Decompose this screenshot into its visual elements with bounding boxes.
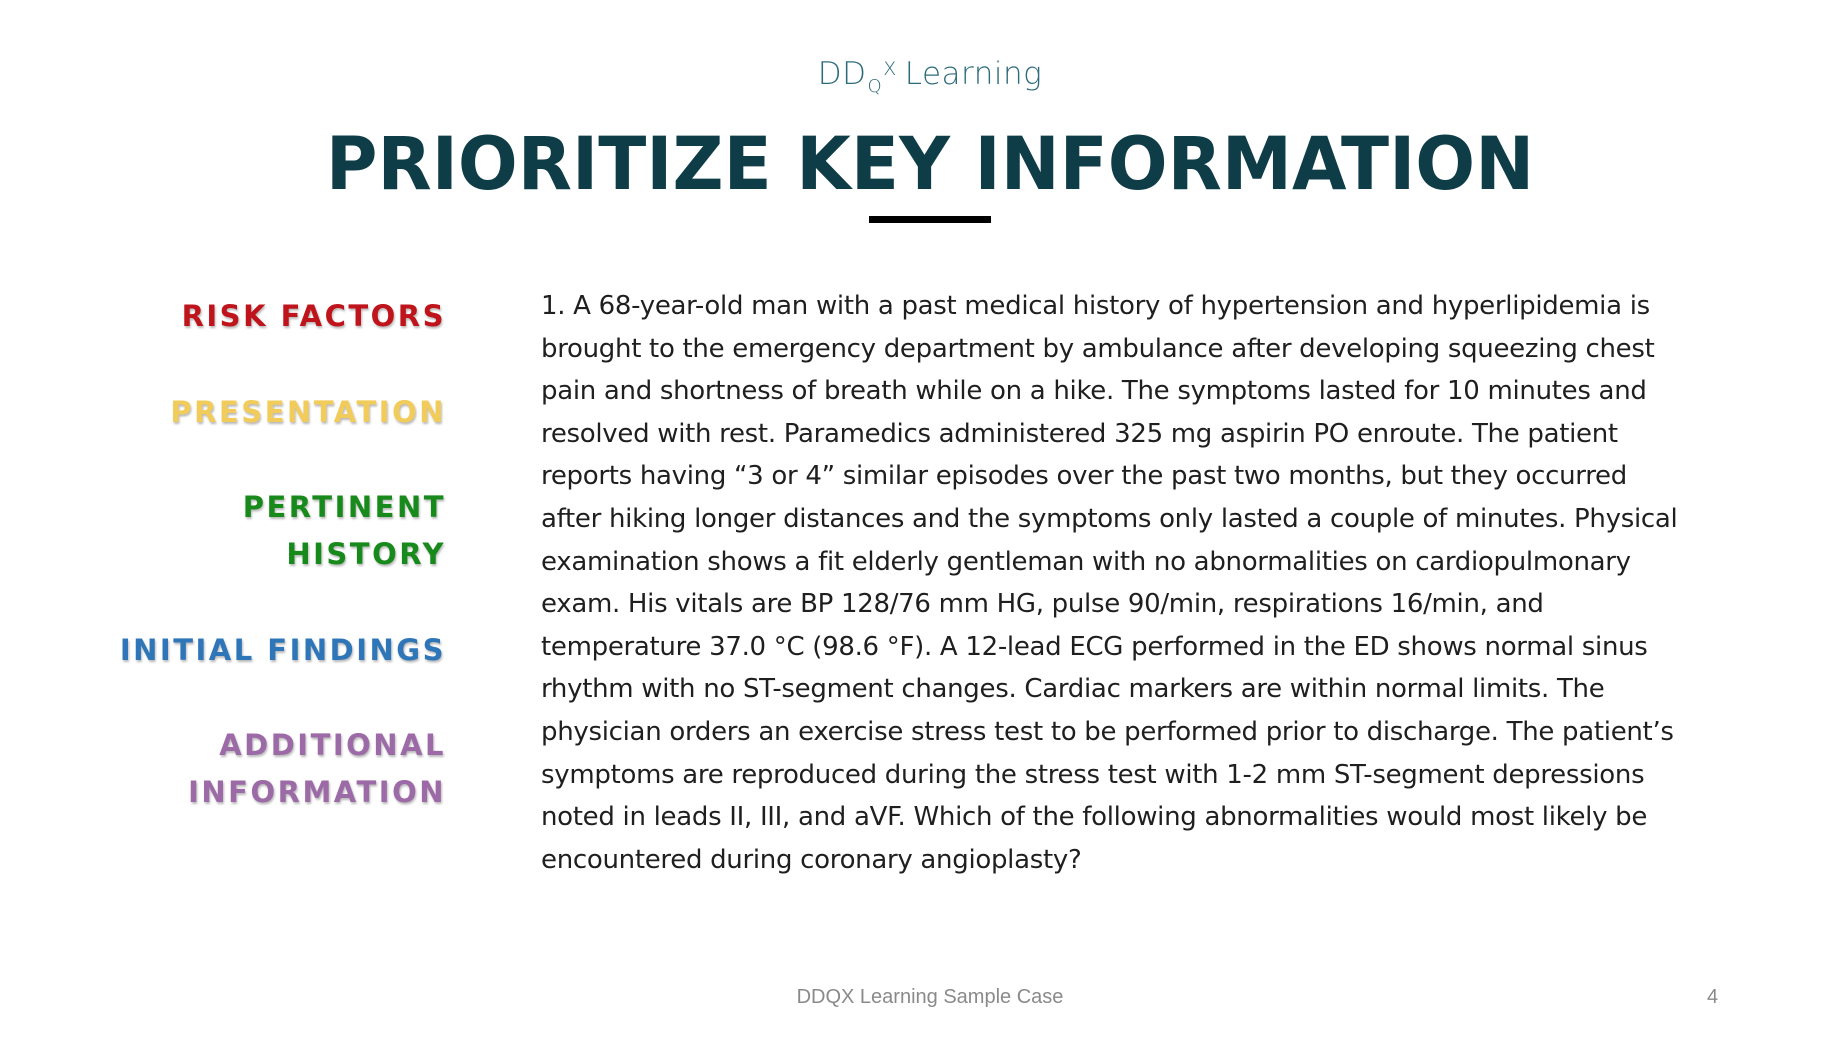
- brand-subscript: Q: [867, 76, 883, 97]
- case-line: reports having “3 or 4” similar episodes over the past two months, but they occurred: [541, 461, 1627, 492]
- case-line: symptoms are reproduced during the stress test with 1-2 mm ST-segment depressions: [541, 759, 1645, 790]
- label-presentation: [170, 389, 446, 436]
- case-line: exam. His vitals are BP 128/76 mm HG, pulse 90/min, respirations 16/min, and: [541, 589, 1544, 620]
- label-line: HISTORY: [286, 537, 446, 571]
- case-line: physician orders an exercise stress test to be performed prior to discharge. The patient’s: [541, 716, 1674, 747]
- slide-title: PRIORITIZE KEY INFORMATION: [325, 122, 1535, 207]
- brand-suffix: Learning: [904, 56, 1043, 92]
- footer-caption: DDQX Learning Sample Case: [796, 986, 1064, 1008]
- brand-superscript: X: [883, 58, 897, 80]
- case-line: 1. A 68-year-old man with a past medical history of hypertension and hyperlipidemia is: [541, 291, 1650, 321]
- label-additional-information: [188, 722, 446, 816]
- label-line: INITIAL FINDINGS: [119, 633, 446, 667]
- page-number: 4: [1707, 986, 1719, 1008]
- title-underline-divider: [869, 216, 991, 223]
- case-line: brought to the emergency department by ambulance after developing squeezing chest: [541, 333, 1655, 364]
- case-vignette: [541, 285, 1726, 881]
- case-line: encountered during coronary angioplasty?: [541, 844, 1082, 875]
- label-initial-findings: [120, 627, 446, 674]
- case-line: temperature 37.0 °C (98.6 °F). A 12-lead ECG performed in the ED shows normal sinus: [541, 631, 1648, 662]
- label-risk-factors: [182, 293, 446, 340]
- label-line: INFORMATION: [188, 775, 446, 809]
- label-pertinent-history: [243, 484, 446, 578]
- brand-prefix: DD: [817, 56, 867, 92]
- label-line: RISK FACTORS: [181, 299, 446, 333]
- case-line: examination shows a fit elderly gentleman with no abnormalities on cardiopulmonary: [541, 546, 1631, 577]
- case-line: noted in leads II, III, and aVF. Which of the following abnormalities would most likely be: [541, 802, 1648, 833]
- case-line: pain and shortness of breath while on a hike. The symptoms lasted for 10 minutes and: [541, 376, 1647, 407]
- case-line: after hiking longer distances and the symptoms only lasted a couple of minutes. Physical: [541, 503, 1678, 534]
- case-line: rhythm with no ST-segment changes. Cardiac markers are within normal limits. The: [541, 674, 1605, 705]
- label-line: ADDITIONAL: [219, 728, 446, 762]
- label-line: PERTINENT: [242, 490, 446, 524]
- label-line: PRESENTATION: [170, 395, 446, 429]
- brand-logo: [0, 56, 1843, 97]
- case-line: resolved with rest. Paramedics administered 325 mg aspirin PO enroute. The patient: [541, 418, 1618, 449]
